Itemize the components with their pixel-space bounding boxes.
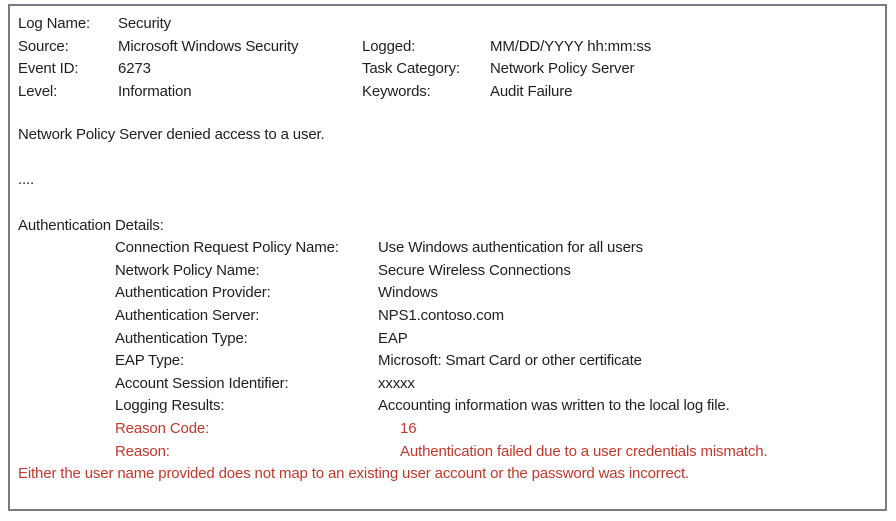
logged-value: MM/DD/YYYY hh:mm:ss [490,37,652,55]
auth-details-heading: Authentication Details: [18,216,164,234]
account-session-identifier-label: Account Session Identifier: [115,374,289,392]
detail-row-authentication-type [115,328,877,351]
keywords-label: Keywords: [362,82,431,100]
header-row-level [18,81,877,104]
eap-type-label: EAP Type: [115,352,184,370]
reason-value: Authentication failed due to a user credentials mismatch. [400,442,768,460]
logging-results-value: Accounting information was written to the local log file. [378,397,730,415]
authentication-type-label: Authentication Type: [115,329,248,347]
header-row-log-name [18,13,877,36]
source-value: Microsoft Windows Security [118,37,299,55]
header-spacer [362,13,490,36]
authentication-type-value: EAP [378,329,408,347]
reason-label: Reason: [115,442,170,460]
reason-code-value: 16 [400,419,417,437]
detail-row-connection-request-policy-name [115,237,877,260]
account-session-identifier-value: xxxxx [378,374,415,392]
logging-results-label: Logging Results: [115,397,225,415]
log-name-value: Security [118,15,171,32]
detail-row-authentication-server [115,305,877,328]
truncation-ellipsis: .... [18,170,35,188]
detail-row-network-policy-name [115,260,877,283]
level-value: Information [118,82,192,100]
log-name-label: Log Name: [18,15,91,32]
connection-request-policy-name-label: Connection Request Policy Name: [115,239,339,257]
source-label: Source: [18,37,69,55]
network-policy-name-value: Secure Wireless Connections [378,261,571,279]
event-description: Network Policy Server denied access to a user. [18,126,325,144]
connection-request-policy-name-value: Use Windows authentication for all users [378,239,643,257]
level-label: Level: [18,82,58,100]
authentication-server-value: NPS1.contoso.com [378,306,504,324]
event-id-label: Event ID: [18,60,79,78]
authentication-server-label: Authentication Server: [115,306,260,324]
detail-row-reason [115,441,877,464]
keywords-value: Audit Failure [490,82,573,100]
header-row-source [18,36,877,59]
header-spacer [490,13,877,36]
header-row-event-id [18,58,877,81]
network-policy-name-label: Network Policy Name: [115,261,260,279]
event-log-detail-panel [8,4,887,511]
detail-row-account-session-identifier [115,373,877,396]
reason-code-label: Reason Code: [115,419,210,437]
eap-type-value: Microsoft: Smart Card or other certificate [378,352,642,370]
logged-label: Logged: [362,37,416,55]
authentication-provider-label: Authentication Provider: [115,284,271,302]
reason-explanation: Either the user name provided does not map to an existing user account or the password was incorrect. [18,465,690,483]
detail-row-reason-code [115,418,877,441]
event-header [18,13,877,103]
task-category-value: Network Policy Server [490,60,635,78]
detail-row-logging-results [115,395,877,418]
event-id-value: 6273 [118,60,151,78]
task-category-label: Task Category: [362,60,460,78]
detail-row-eap-type [115,350,877,373]
detail-row-authentication-provider [115,282,877,305]
auth-details-list [18,237,877,463]
authentication-provider-value: Windows [378,284,438,302]
